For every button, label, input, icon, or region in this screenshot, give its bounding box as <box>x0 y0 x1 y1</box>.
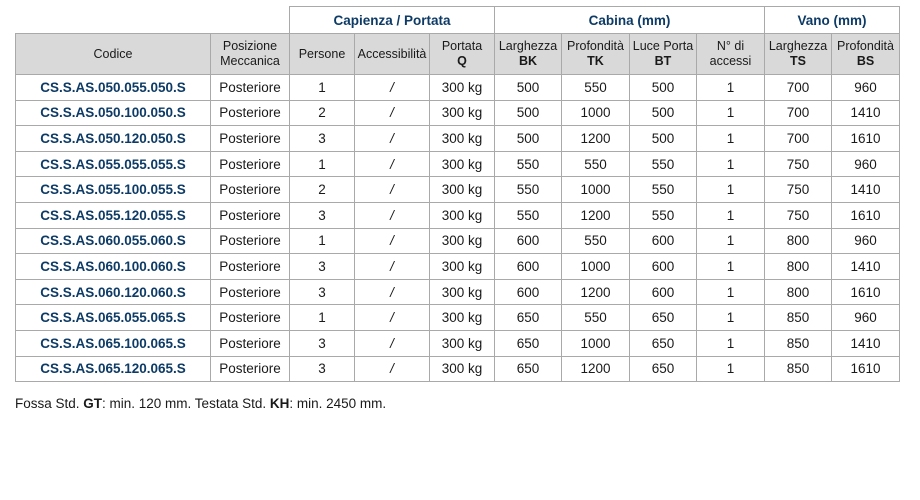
cell-bt: 650 <box>630 330 697 356</box>
cell-bs: 1410 <box>832 100 900 126</box>
cell-persone: 3 <box>290 279 355 305</box>
cell-posizione: Posteriore <box>211 126 290 152</box>
cell-posizione: Posteriore <box>211 100 290 126</box>
cell-ts: 750 <box>765 202 832 228</box>
cell-posizione: Posteriore <box>211 356 290 382</box>
cell-tk: 1000 <box>562 254 630 280</box>
header-tk-symbol: TK <box>587 54 604 68</box>
cell-persone: 1 <box>290 151 355 177</box>
header-bk-label: Larghezza <box>498 39 558 53</box>
cell-bs: 960 <box>832 151 900 177</box>
group-cabina: Cabina (mm) <box>495 7 765 34</box>
cell-bk: 550 <box>495 151 562 177</box>
cell-portata: 300 kg <box>430 177 495 203</box>
cell-accessi: 1 <box>697 151 765 177</box>
cell-bs: 1610 <box>832 356 900 382</box>
header-portata <box>430 34 495 75</box>
header-tk <box>562 34 630 75</box>
header-portata-symbol: Q <box>457 54 467 68</box>
cell-persone: 3 <box>290 330 355 356</box>
footnote <box>15 396 386 411</box>
cell-persone: 2 <box>290 177 355 203</box>
cell-codice: CS.S.AS.060.055.060.S <box>16 228 211 254</box>
table-row <box>16 100 900 126</box>
cell-posizione: Posteriore <box>211 305 290 331</box>
table-body <box>16 75 900 382</box>
cell-bt: 650 <box>630 356 697 382</box>
cell-persone: 3 <box>290 356 355 382</box>
cell-accessibilita: / <box>355 305 430 331</box>
table-row <box>16 254 900 280</box>
cell-bk: 650 <box>495 356 562 382</box>
cell-accessi: 1 <box>697 177 765 203</box>
cell-codice: CS.S.AS.060.100.060.S <box>16 254 211 280</box>
cell-persone: 1 <box>290 228 355 254</box>
cell-persone: 3 <box>290 254 355 280</box>
cell-ts: 800 <box>765 228 832 254</box>
cell-accessi: 1 <box>697 126 765 152</box>
header-accessi: N° di accessi <box>697 34 765 75</box>
cell-bs: 1610 <box>832 279 900 305</box>
cell-codice: CS.S.AS.065.055.065.S <box>16 305 211 331</box>
cell-portata: 300 kg <box>430 202 495 228</box>
cell-persone: 3 <box>290 126 355 152</box>
cell-accessibilita: / <box>355 356 430 382</box>
cell-accessibilita: / <box>355 279 430 305</box>
cell-accessibilita: / <box>355 126 430 152</box>
cell-bt: 500 <box>630 126 697 152</box>
table-row <box>16 330 900 356</box>
cell-bt: 500 <box>630 100 697 126</box>
cell-posizione: Posteriore <box>211 177 290 203</box>
cell-bt: 550 <box>630 177 697 203</box>
group-spacer <box>16 7 290 34</box>
cell-portata: 300 kg <box>430 100 495 126</box>
column-header-row <box>16 34 900 75</box>
cell-ts: 700 <box>765 75 832 101</box>
table-row <box>16 75 900 101</box>
cell-accessi: 1 <box>697 356 765 382</box>
cell-bt: 500 <box>630 75 697 101</box>
table-row <box>16 202 900 228</box>
cell-accessibilita: / <box>355 254 430 280</box>
footnote-part-3: : min. 2450 mm. <box>289 396 387 411</box>
header-accessibilita: Accessibilità <box>355 34 430 75</box>
group-header-row <box>16 7 900 34</box>
cell-bs: 1610 <box>832 126 900 152</box>
spec-table <box>15 6 900 382</box>
cell-portata: 300 kg <box>430 254 495 280</box>
cell-codice: CS.S.AS.050.100.050.S <box>16 100 211 126</box>
cell-tk: 550 <box>562 305 630 331</box>
cell-tk: 1200 <box>562 356 630 382</box>
cell-tk: 550 <box>562 75 630 101</box>
cell-bk: 500 <box>495 75 562 101</box>
cell-codice: CS.S.AS.050.120.050.S <box>16 126 211 152</box>
cell-bs: 1410 <box>832 330 900 356</box>
table-row <box>16 126 900 152</box>
cell-persone: 1 <box>290 75 355 101</box>
cell-accessibilita: / <box>355 202 430 228</box>
cell-posizione: Posteriore <box>211 202 290 228</box>
cell-tk: 1000 <box>562 177 630 203</box>
header-bt <box>630 34 697 75</box>
cell-persone: 2 <box>290 100 355 126</box>
cell-accessi: 1 <box>697 202 765 228</box>
header-bk <box>495 34 562 75</box>
cell-portata: 300 kg <box>430 279 495 305</box>
cell-accessibilita: / <box>355 151 430 177</box>
cell-bk: 600 <box>495 254 562 280</box>
cell-bk: 600 <box>495 228 562 254</box>
cell-bk: 550 <box>495 202 562 228</box>
cell-ts: 800 <box>765 254 832 280</box>
cell-accessibilita: / <box>355 330 430 356</box>
cell-posizione: Posteriore <box>211 279 290 305</box>
cell-persone: 3 <box>290 202 355 228</box>
cell-codice: CS.S.AS.065.120.065.S <box>16 356 211 382</box>
cell-ts: 800 <box>765 279 832 305</box>
table-row <box>16 356 900 382</box>
header-ts <box>765 34 832 75</box>
table-row <box>16 151 900 177</box>
group-vano: Vano (mm) <box>765 7 900 34</box>
cell-bs: 960 <box>832 305 900 331</box>
footnote-gt: GT <box>83 396 103 411</box>
cell-posizione: Posteriore <box>211 151 290 177</box>
cell-posizione: Posteriore <box>211 330 290 356</box>
cell-ts: 750 <box>765 177 832 203</box>
cell-posizione: Posteriore <box>211 228 290 254</box>
header-bs-label: Profondità <box>837 39 894 53</box>
cell-bt: 600 <box>630 279 697 305</box>
cell-portata: 300 kg <box>430 151 495 177</box>
cell-bt: 600 <box>630 228 697 254</box>
cell-persone: 1 <box>290 305 355 331</box>
cell-portata: 300 kg <box>430 75 495 101</box>
cell-posizione: Posteriore <box>211 75 290 101</box>
cell-ts: 700 <box>765 100 832 126</box>
cell-portata: 300 kg <box>430 126 495 152</box>
cell-bt: 600 <box>630 254 697 280</box>
table-row <box>16 228 900 254</box>
cell-ts: 750 <box>765 151 832 177</box>
header-bt-label: Luce Porta <box>632 39 694 53</box>
cell-tk: 1200 <box>562 202 630 228</box>
cell-ts: 700 <box>765 126 832 152</box>
cell-bt: 650 <box>630 305 697 331</box>
cell-codice: CS.S.AS.060.120.060.S <box>16 279 211 305</box>
cell-codice: CS.S.AS.055.120.055.S <box>16 202 211 228</box>
cell-accessibilita: / <box>355 228 430 254</box>
cell-tk: 1000 <box>562 100 630 126</box>
cell-ts: 850 <box>765 356 832 382</box>
cell-bk: 600 <box>495 279 562 305</box>
cell-bs: 960 <box>832 75 900 101</box>
cell-bt: 550 <box>630 202 697 228</box>
cell-ts: 850 <box>765 330 832 356</box>
cell-bs: 1410 <box>832 177 900 203</box>
table-row <box>16 305 900 331</box>
header-portata-label: Portata <box>441 39 483 53</box>
cell-bk: 500 <box>495 126 562 152</box>
header-persone: Persone <box>290 34 355 75</box>
cell-codice: CS.S.AS.050.055.050.S <box>16 75 211 101</box>
cell-portata: 300 kg <box>430 305 495 331</box>
cell-portata: 300 kg <box>430 228 495 254</box>
cell-codice: CS.S.AS.055.100.055.S <box>16 177 211 203</box>
footnote-kh: KH <box>269 396 290 411</box>
cell-bs: 1610 <box>832 202 900 228</box>
cell-portata: 300 kg <box>430 356 495 382</box>
cell-accessi: 1 <box>697 100 765 126</box>
header-bs-symbol: BS <box>856 54 875 68</box>
cell-accessibilita: / <box>355 100 430 126</box>
cell-accessi: 1 <box>697 254 765 280</box>
cell-portata: 300 kg <box>430 330 495 356</box>
cell-accessibilita: / <box>355 177 430 203</box>
footnote-part-1: Fossa Std. <box>15 396 84 411</box>
group-capienza: Capienza / Portata <box>290 7 495 34</box>
cell-tk: 550 <box>562 228 630 254</box>
header-posizione: Posizione Meccanica <box>211 34 290 75</box>
footnote-part-2: : min. 120 mm. Testata Std. <box>102 396 270 411</box>
cell-ts: 850 <box>765 305 832 331</box>
cell-accessi: 1 <box>697 305 765 331</box>
header-bk-symbol: BK <box>518 54 538 68</box>
cell-tk: 550 <box>562 151 630 177</box>
header-codice: Codice <box>16 34 211 75</box>
spec-table-container <box>15 6 900 382</box>
cell-posizione: Posteriore <box>211 254 290 280</box>
header-ts-label: Larghezza <box>768 39 828 53</box>
cell-bt: 550 <box>630 151 697 177</box>
cell-bk: 550 <box>495 177 562 203</box>
table-row <box>16 177 900 203</box>
cell-tk: 1200 <box>562 126 630 152</box>
table-row <box>16 279 900 305</box>
header-ts-symbol: TS <box>790 54 806 68</box>
cell-codice: CS.S.AS.055.055.055.S <box>16 151 211 177</box>
cell-codice: CS.S.AS.065.100.065.S <box>16 330 211 356</box>
cell-bk: 500 <box>495 100 562 126</box>
cell-accessi: 1 <box>697 75 765 101</box>
header-bt-symbol: BT <box>654 54 672 68</box>
header-tk-label: Profondità <box>567 39 624 53</box>
cell-tk: 1000 <box>562 330 630 356</box>
cell-bs: 960 <box>832 228 900 254</box>
cell-accessi: 1 <box>697 228 765 254</box>
header-bs <box>832 34 900 75</box>
cell-accessi: 1 <box>697 330 765 356</box>
cell-accessi: 1 <box>697 279 765 305</box>
cell-bk: 650 <box>495 330 562 356</box>
cell-tk: 1200 <box>562 279 630 305</box>
cell-bk: 650 <box>495 305 562 331</box>
cell-accessibilita: / <box>355 75 430 101</box>
cell-bs: 1410 <box>832 254 900 280</box>
